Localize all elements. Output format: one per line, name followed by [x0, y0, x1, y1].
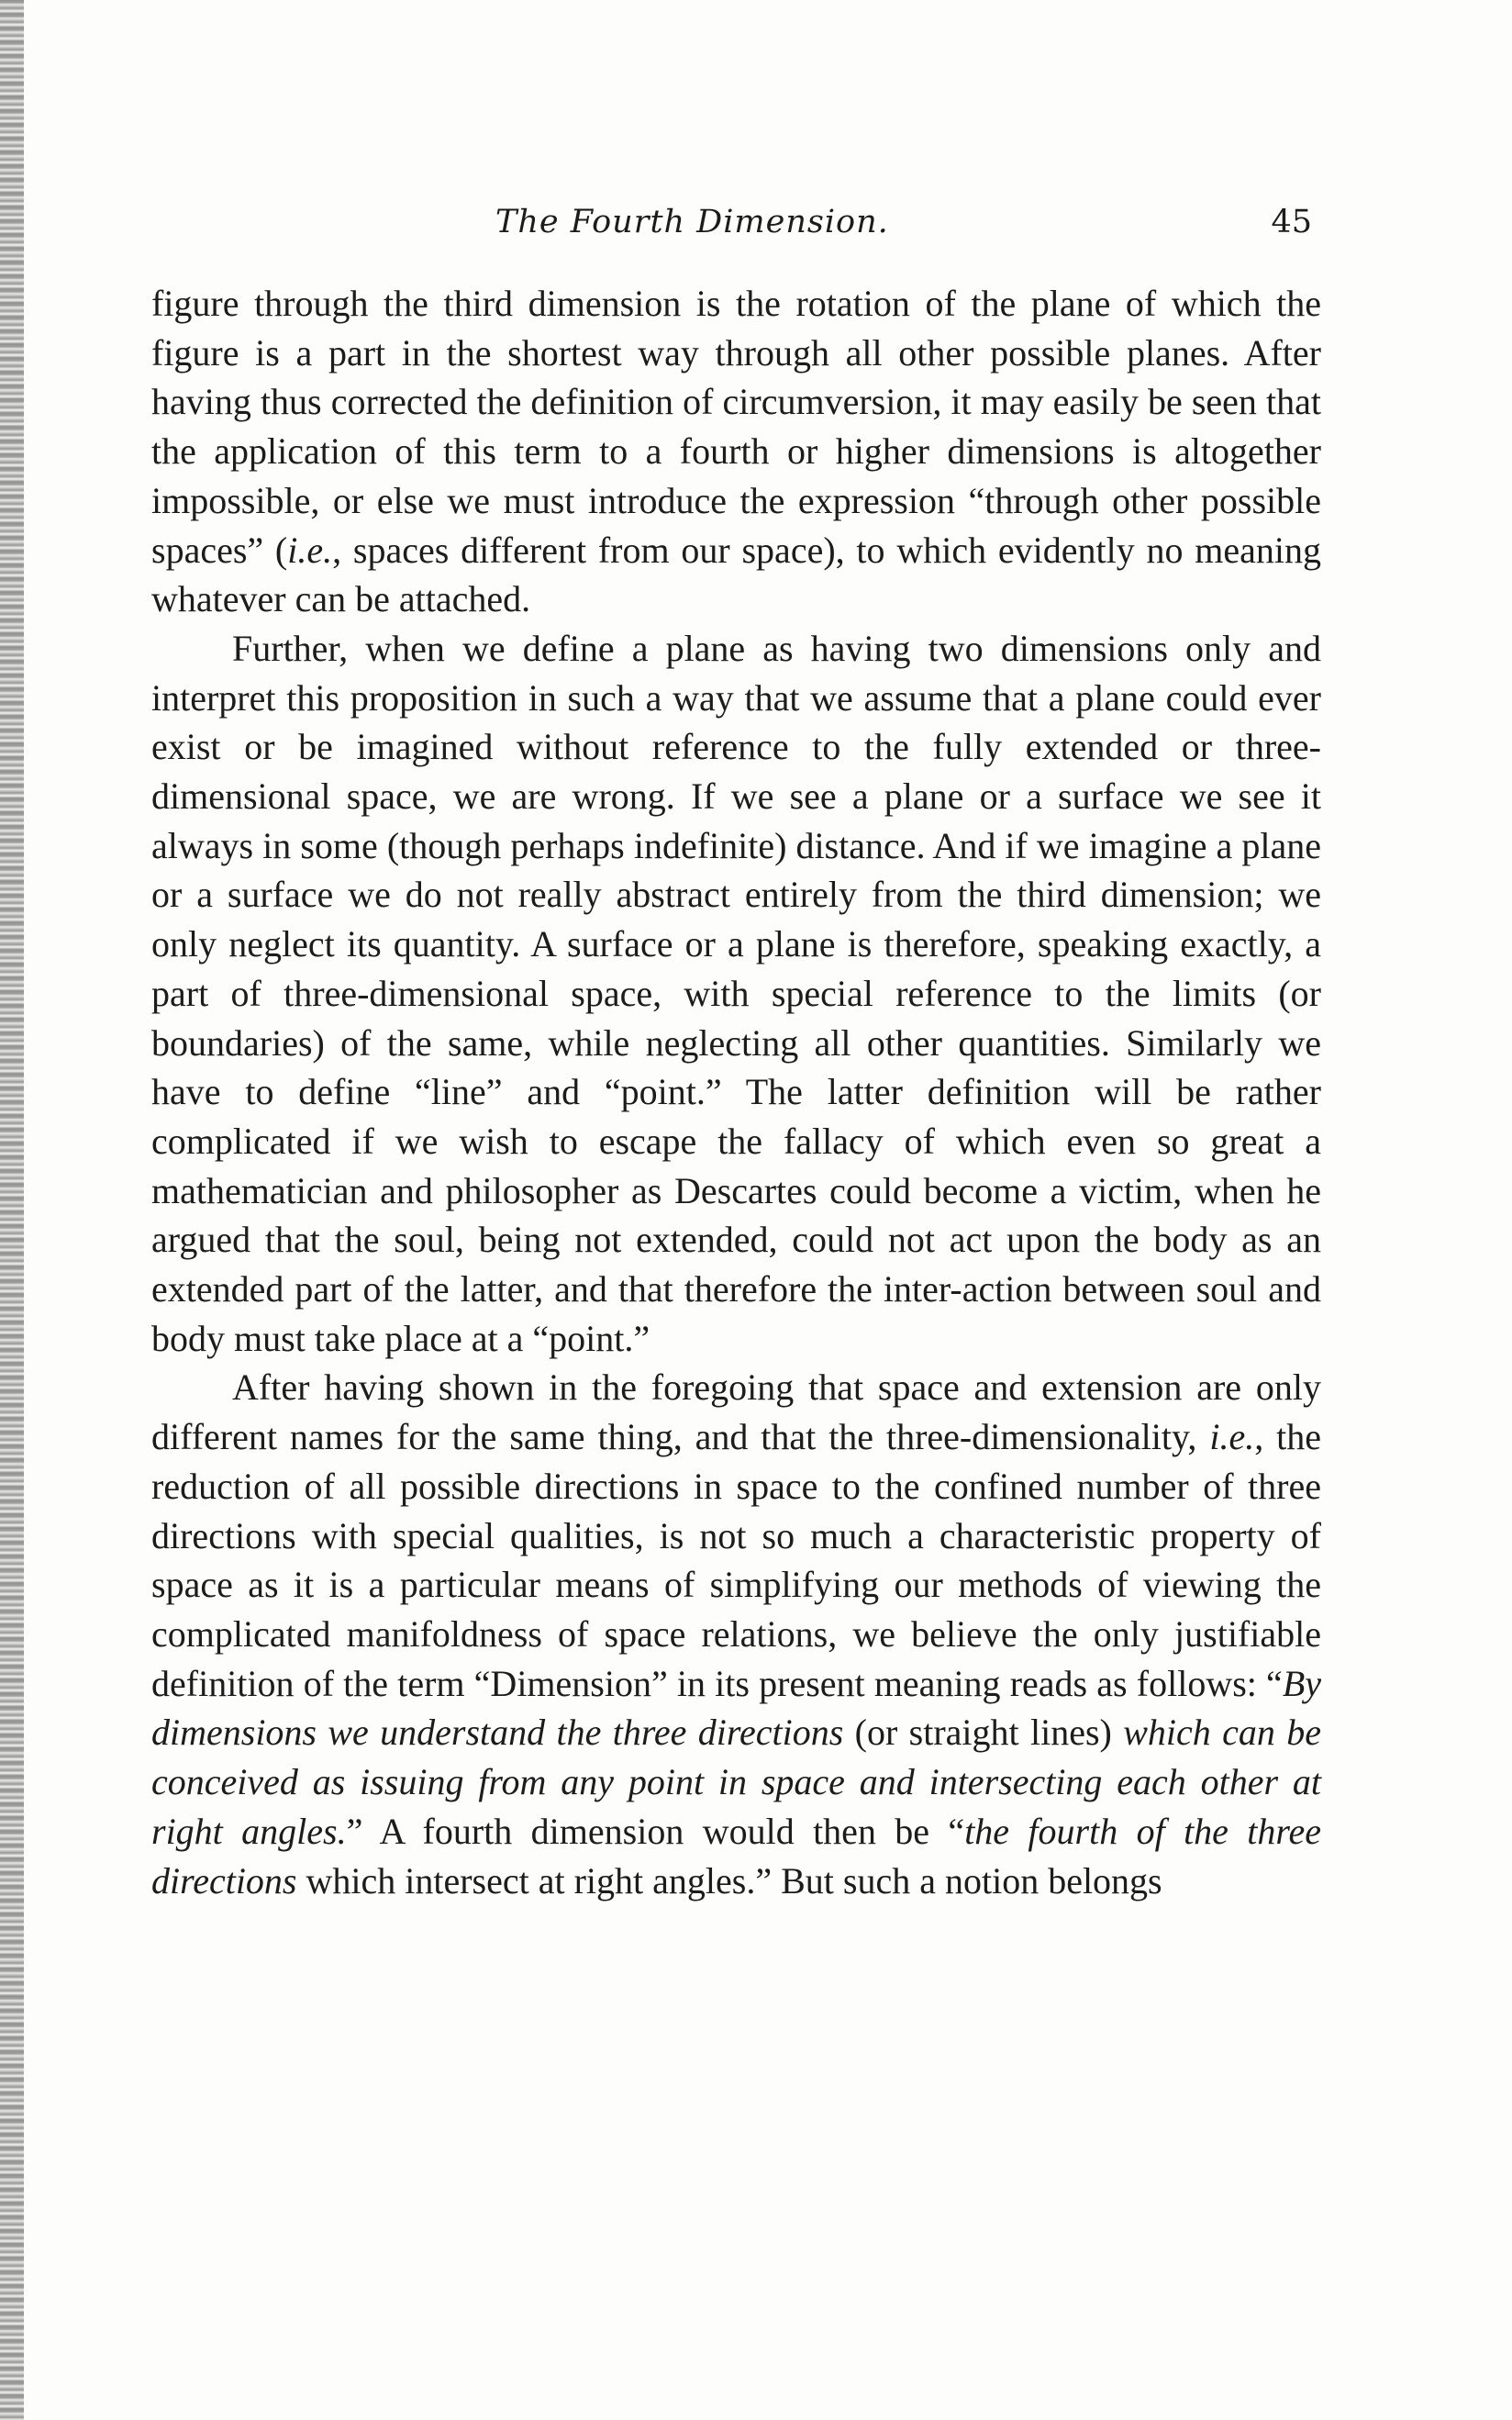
paragraph-2	[151, 624, 1321, 1364]
text-segment-italic: i.e.	[1209, 1416, 1255, 1458]
text-segment-italic: By dimensions we understand the three directions	[151, 1662, 1321, 1754]
text-segment: (or straight lines)	[843, 1712, 1124, 1754]
page-binding-edge	[0, 0, 24, 2420]
text-segment: Further, when we define a plane as having two dimensions only and interpret this proposition in such a way that we assume that a plane could ever exist or be imagined without reference to the fully extended or three-dimensional space, we are wrong. If we see a plane or a surface we see it always in some (though perhaps indefinite) distance. And if we imagine a plane or a surface we do not really abstract entirely from the third dimension; we only neglect its quantity. A surface or a plane is therefore, speaking exactly, a part of three-dimensional space, with special reference to the limits (or boundaries) of the same, while neglecting all other quantities. Similarly we have to define “line” and “point.” The latter definition will be rather complicated if we wish to escape the fallacy of which even so great a mathematician and philosopher as Descartes could become a victim, when he argued that the soul, being not extended, could not act upon the body as an extended part of the latter, and that therefore the inter-action between soul and body must take place at a “point.”	[151, 627, 1321, 1359]
text-segment-italic: which can be conceived as issuing from any point in space and intersecting each other at right angles.	[151, 1712, 1321, 1852]
text-segment: figure through the third dimension is the rotation of the plane of which the figure is a part in the shortest way through all other possible planes. After having thus corrected the definition of circumversion, it may easily be seen that the application of this term to a fourth or higher dimensions is altogether impossible, or else we must introduce the expression “through other possible spaces” (	[151, 283, 1321, 571]
running-title: The Fourth Dimension.	[495, 204, 889, 240]
paragraph-3	[151, 1363, 1321, 1905]
text-segment: which intersect at right angles.” But such a notion belongs	[296, 1859, 1162, 1901]
text-segment: ” A fourth dimension would then be “	[346, 1810, 965, 1852]
text-segment-italic: i.e.	[287, 529, 333, 571]
text-segment-italic: the fourth of the three directions	[151, 1810, 1321, 1901]
body-text	[151, 279, 1321, 1905]
page-number: 45	[1271, 204, 1312, 240]
page-header	[156, 204, 1312, 244]
text-segment: , the reduction of all possible directions in space to the confined number of three directions with special qualities, is not so much a characteristic property of space as it is a particular means of simplifying our methods of viewing the complicated manifoldness of space relations, we believe the only justifiable definition of the term “Dimension” in its present meaning reads as follows: “	[151, 1416, 1321, 1704]
text-segment: , spaces different from our space), to which evidently no meaning whatever can be attached.	[151, 529, 1322, 620]
paragraph-1	[151, 279, 1321, 624]
text-segment: After having shown in the foregoing that space and extension are only different names for the same thing, and that the three-dimensionality,	[151, 1366, 1321, 1458]
